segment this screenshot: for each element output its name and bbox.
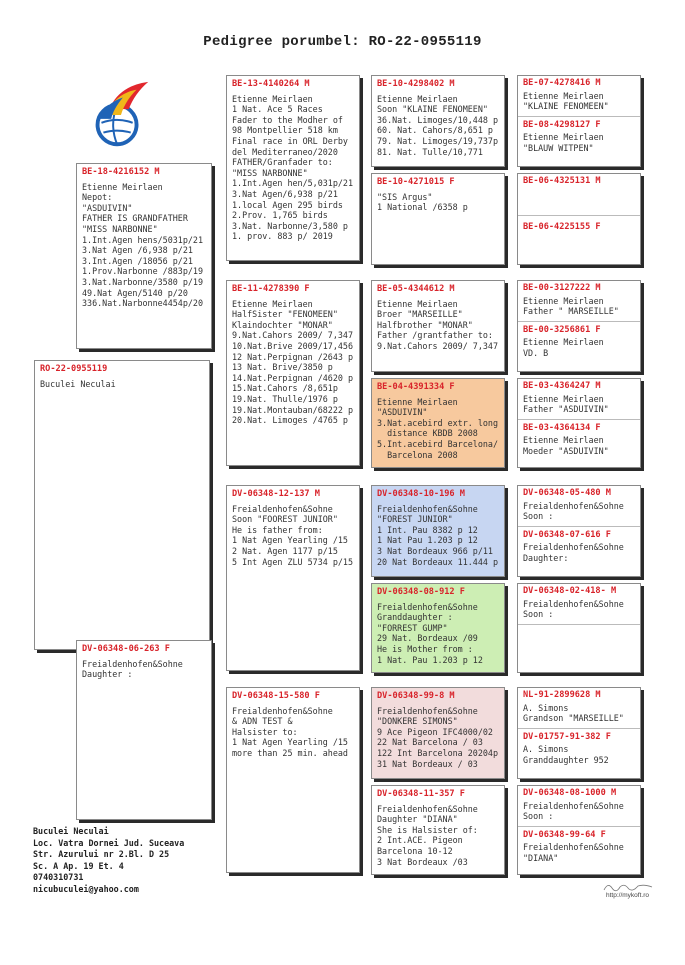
ring-id: BE-06-4325131 M bbox=[523, 176, 601, 186]
pigeon-card-pair[interactable]: DV-06348-02-418- M Freialdenhofen&Sohne Soon : bbox=[517, 583, 641, 673]
ring-id: BE-03-4364247 M bbox=[523, 381, 601, 391]
pigeon-card[interactable]: BE-18-4216152 M Etienne Meirlaen Nepot: "ASDUIVIN" FATHER IS GRANDFATHER "MISS NARBONNE" 1.Int.Agen hens/5031p/21 3.Nat Agen /6,938 p/21 3.Int.Agen /18056 p/21 1.Prov.Narbonne /883p/19 3.Nat.Narbonne/3580 p/19 49.Nat Agen/5140 p/20 336.Nat.Narbonne4454p/20 bbox=[76, 163, 212, 349]
pigeon-card-pair[interactable]: NL-91-2899628 M A. Simons Grandson "MARSEILLE" DV-01757-91-382 F A. Simons Granddaughter 952 bbox=[517, 687, 641, 779]
owner-email: nicubuculei@yahoo.com bbox=[33, 883, 139, 894]
pigeon-card-pair[interactable]: BE-00-3127222 M Etienne Meirlaen Father " MARSEILLE" BE-00-3256861 F Etienne Meirlaen VD. B bbox=[517, 280, 641, 372]
page-title: Pedigree porumbel: RO-22-0955119 bbox=[203, 34, 482, 50]
ring-id: BE-10-4271015 F bbox=[377, 177, 455, 187]
pigeon-card[interactable]: DV-06348-99-8 M Freialdenhofen&Sohne "DONKERE SIMONS" 9 Ace Pigeon IFC4000/02 22 Nat Barcelona / 03 122 Int Barcelona 20204p 31 Nat Bordeaux / 03 bbox=[371, 687, 505, 779]
ring-id: BE-10-4298402 M bbox=[377, 79, 455, 89]
pigeon-card[interactable]: BE-05-4344612 M Etienne Meirlaen Broer "MARSEILLE" Halfbrother "MONAR" Father /grantfather to: 9.Nat.Cahors 2009/ 7,347 bbox=[371, 280, 505, 372]
ring-id: DV-06348-08-1000 M bbox=[523, 788, 617, 798]
owner-address-line: Str. Azurului nr 2.Bl. D 25 bbox=[33, 849, 170, 860]
pigeon-card[interactable]: DV-06348-12-137 M Freialdenhofen&Sohne Soon "FOOREST JUNIOR" He is father from: 1 Nat Agen Yearling /15 2 Nat. Agen 1177 p/15 5 Int Agen ZLU 5734 p/15 bbox=[226, 485, 360, 671]
ring-id: BE-04-4391334 F bbox=[377, 382, 455, 392]
pigeon-card-pair[interactable]: DV-06348-08-1000 M Freialdenhofen&Sohne Soon : DV-06348-99-64 F Freialdenhofen&Sohne "DIANA" bbox=[517, 785, 641, 875]
pigeon-card-pair[interactable]: BE-03-4364247 M Etienne Meirlaen Father "ASDUIVIN" BE-03-4364134 F Etienne Meirlaen Moeder "ASDUIVIN" bbox=[517, 378, 641, 468]
watermark-url: http://mykoft.ro bbox=[606, 892, 649, 899]
owner-info bbox=[33, 826, 184, 896]
ring-id: BE-00-3256861 F bbox=[523, 324, 601, 335]
pigeon-card[interactable]: BE-04-4391334 F Etienne Meirlaen "ASDUIVIN" 3.Nat.acebird extr. long distance KBDB 2008 5.Int.acebird Barcelona/ Barcelona 2008 bbox=[371, 378, 505, 468]
ring-id: BE-03-4364134 F bbox=[523, 422, 601, 433]
pigeon-card[interactable]: DV-06348-06-263 F Freialdenhofen&Sohne Daughter : bbox=[76, 640, 212, 820]
pigeon-card[interactable]: BE-10-4298402 M Etienne Meirlaen Soon "KLAINE FENOMEEN" 36.Nat. Limoges/10,448 p 60. Nat. Cahors/8,651 p 79. Nat. Limoges/19,737p 81. Nat. Tulle/10,771 bbox=[371, 75, 505, 167]
ring-id: DV-06348-05-480 M bbox=[523, 488, 611, 498]
ring-id: DV-06348-12-137 M bbox=[232, 489, 320, 499]
pigeon-card[interactable]: BE-11-4278390 F Etienne Meirlaen HalfSister "FENOMEEN" Klaindochter "MONAR" 9.Nat.Cahors 2009/ 7,347 10.Nat.Brive 2009/17,456 12 Nat.Perpignan /2643 p 13 Nat. Brive/3850 p 14.Nat.Perpignan /4620 p 15.Nat.Cahors /8,651p 19.Nat. Thulle/1976 p 19.Nat.Montauban/68222 p 20.Nat. Limoges /4765 p bbox=[226, 280, 360, 466]
pigeon-card[interactable]: DV-06348-10-196 M Freialdenhofen&Sohne "FOREST JUNIOR" 1 Int. Pau 8382 p 12 1 Nat Pau 1.203 p 12 3 Nat Bordeaux 966 p/11 20 Nat Bordeaux 11.444 p bbox=[371, 485, 505, 577]
ring-id: RO-22-0955119 bbox=[40, 364, 108, 374]
pigeon-card[interactable]: BE-13-4140264 M Etienne Meirlaen 1 Nat. Ace 5 Races Fader to the Modher of 98 Montpellier 518 km Final race in ORL Derby del Mediterraneo/2020 FATHER/Granfader to: "MISS NARBONNE" 1.Int.Agen hen/5,031p/21 3.Nat Agen/6,938 p/21 1.local Agen 295 birds 2.Prov. 1,765 birds 3.Nat. Narbonne/3,580 p 1. prov. 883 p/ 2019 bbox=[226, 75, 360, 261]
ring-id: DV-06348-06-263 F bbox=[82, 644, 170, 654]
owner-phone: 0740310731 bbox=[33, 872, 84, 883]
ring-id: DV-06348-02-418- M bbox=[523, 586, 617, 596]
ring-id: BE-13-4140264 M bbox=[232, 79, 310, 89]
ring-id: DV-06348-11-357 F bbox=[377, 789, 465, 799]
ring-id: BE-06-4225155 F bbox=[523, 221, 601, 232]
ring-id: DV-06348-07-616 F bbox=[523, 529, 611, 540]
pigeon-card[interactable]: BE-10-4271015 F "SIS Argus" 1 National /6358 p bbox=[371, 173, 505, 265]
owner-name: Buculei Neculai bbox=[33, 826, 109, 836]
ring-id: BE-18-4216152 M bbox=[82, 167, 160, 177]
ring-id: DV-01757-91-382 F bbox=[523, 731, 611, 742]
ring-id: DV-06348-99-8 M bbox=[377, 691, 455, 701]
pigeon-card-pair[interactable]: DV-06348-05-480 M Freialdenhofen&Sohne Soon : DV-06348-07-616 F Freialdenhofen&Sohne Daughter: bbox=[517, 485, 641, 577]
ring-id: DV-06348-10-196 M bbox=[377, 489, 465, 499]
owner-address-line: Sc. A Ap. 19 Et. 4 bbox=[33, 860, 124, 871]
ring-id: DV-06348-15-580 F bbox=[232, 691, 320, 701]
ring-id: BE-07-4278416 M bbox=[523, 78, 601, 88]
owner-address-line: Loc. Vatra Dornei Jud. Suceava bbox=[33, 837, 185, 848]
pigeon-card[interactable]: DV-06348-11-357 F Freialdenhofen&Sohne Daughter "DIANA" She is Halsister of: 2 Int.ACE. Pigeon Barcelona 10-12 3 Nat Bordeaux /03 bbox=[371, 785, 505, 875]
pigeon-card-pair[interactable]: BE-07-4278416 M Etienne Meirlaen "KLAINE FENOMEEN" BE-08-4298127 F Etienne Meirlaen "BLAUW WITPEN" bbox=[517, 75, 641, 167]
ring-id: BE-08-4298127 F bbox=[523, 119, 601, 130]
ring-id: BE-11-4278390 F bbox=[232, 284, 310, 294]
pigeon-card-pair[interactable] bbox=[517, 173, 641, 265]
pigeon-card[interactable]: DV-06348-15-580 F Freialdenhofen&Sohne & ADN TEST & Halsister to: 1 Nat Agen Yearling /15 more than 25 min. ahead bbox=[226, 687, 360, 873]
ring-id: NL-91-2899628 M bbox=[523, 690, 601, 700]
pigeon-logo-icon bbox=[80, 76, 158, 154]
pigeon-card[interactable]: RO-22-0955119 Buculei Neculai bbox=[34, 360, 210, 650]
pigeon-card[interactable]: DV-06348-08-912 F Freialdenhofen&Sohne Granddaughter : "FORREST GUMP" 29 Nat. Bordeaux /09 He is Mother from : 1 Nat. Pau 1.203 p 12 bbox=[371, 583, 505, 673]
ring-id: DV-06348-99-64 F bbox=[523, 829, 606, 840]
ring-id: BE-05-4344612 M bbox=[377, 284, 455, 294]
ring-id: DV-06348-08-912 F bbox=[377, 587, 465, 597]
ring-id: BE-00-3127222 M bbox=[523, 283, 601, 293]
